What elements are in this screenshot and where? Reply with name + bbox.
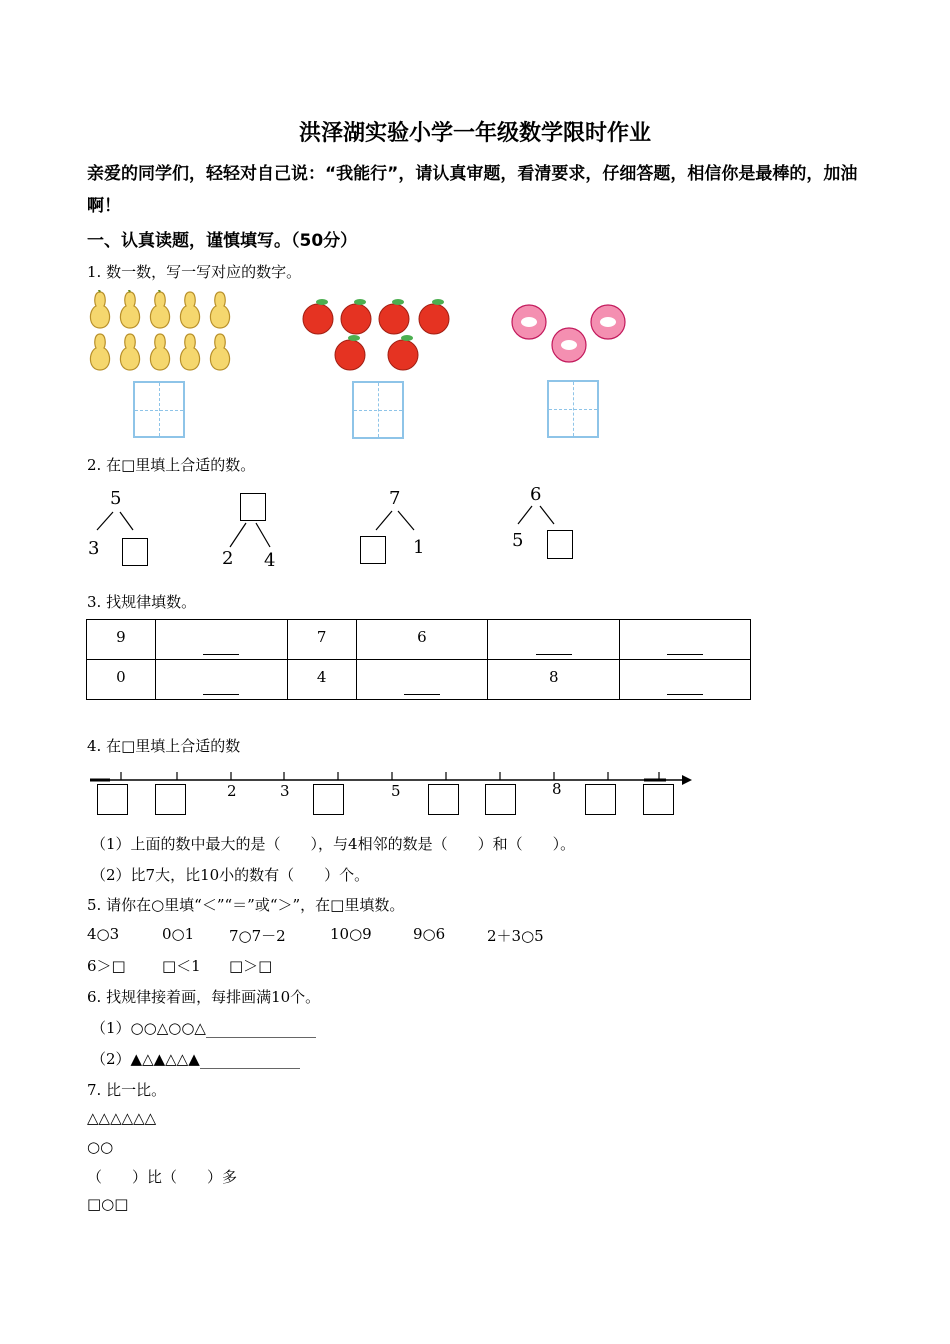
number-line-box[interactable] — [155, 784, 186, 815]
triangles-row: △△△△△△ — [87, 1109, 157, 1127]
table-cell: 6 — [356, 620, 488, 660]
question-5-text: 5. 请你在○里填“＜”“＝”或“＞”，在□里填数。 — [87, 896, 405, 914]
answer-grid-apples[interactable] — [352, 381, 404, 439]
table-cell: 7 — [287, 620, 356, 660]
answer-grid-candies[interactable] — [547, 380, 599, 438]
question-4-text: 4. 在□里填上合适的数 — [87, 737, 241, 755]
question-4-sub2: （2）比7大，比10小的数有（ ）个。 — [91, 866, 370, 884]
table-cell: 8 — [488, 660, 620, 700]
compare-item: 9○6 — [413, 925, 446, 943]
compare-item: □＞□ — [229, 957, 273, 975]
number-line-box[interactable] — [643, 784, 674, 815]
question-7-text: 7. 比一比。 — [87, 1081, 167, 1099]
question-6-text: 6. 找规律接着画，每排画满10个。 — [87, 988, 321, 1006]
compare-item: 7○7－2 — [229, 927, 286, 945]
compare-item: 2＋3○5 — [487, 927, 544, 945]
tree-2-left: 2 — [222, 548, 234, 569]
number-line-label: 3 — [280, 782, 290, 800]
table-blank-cell[interactable] — [155, 620, 287, 660]
table-blank-cell[interactable] — [488, 620, 620, 660]
tree-1-top: 5 — [110, 488, 122, 509]
number-line-box[interactable] — [313, 784, 344, 815]
circles-row: ○○ — [87, 1138, 114, 1156]
table-blank-cell[interactable] — [620, 620, 751, 660]
number-line-label: 5 — [391, 782, 401, 800]
number-line-box[interactable] — [485, 784, 516, 815]
pattern-2 — [91, 1048, 300, 1069]
number-line-label: 8 — [552, 780, 562, 798]
table-cell: 4 — [287, 660, 356, 700]
tree-3-top: 7 — [389, 488, 401, 509]
compare-item: 10○9 — [330, 925, 372, 943]
tree-3-left-box[interactable] — [360, 536, 386, 564]
answer-grid-pears[interactable] — [133, 381, 185, 438]
question-1-text: 1. 数一数，写一写对应的数字。 — [87, 263, 302, 281]
shapes-row: □○□ — [87, 1195, 129, 1213]
tree-2-right: 4 — [264, 550, 276, 571]
table-blank-cell[interactable] — [356, 660, 488, 700]
tree-4-right-box[interactable] — [547, 530, 573, 559]
table-blank-cell[interactable] — [620, 660, 751, 700]
question-2-text: 2. 在□里填上合适的数。 — [87, 456, 256, 474]
intro-text: 亲爱的同学们，轻轻对自己说：“我能行”，请认真审题，看清要求，仔细答题，相信你是最棒的，加油啊！ — [87, 164, 858, 216]
pattern-1-blank[interactable] — [206, 1023, 316, 1038]
pattern-2-blank[interactable] — [200, 1054, 300, 1069]
number-line-box[interactable] — [97, 784, 128, 815]
pattern-1-text: （1）○○△○○△ — [91, 1019, 206, 1037]
number-line — [88, 768, 698, 816]
table-row — [87, 620, 751, 660]
tree-4-top: 6 — [530, 484, 542, 505]
candies-picture — [507, 300, 632, 366]
sequence-table — [86, 619, 751, 700]
number-tree-1 — [85, 488, 165, 570]
compare-item: 4○3 — [87, 925, 120, 943]
tree-3-right: 1 — [413, 537, 425, 558]
table-row — [87, 660, 751, 700]
question-3-text: 3. 找规律填数。 — [87, 593, 197, 611]
number-line-box[interactable] — [585, 784, 616, 815]
table-blank-cell[interactable] — [155, 660, 287, 700]
tree-1-left: 3 — [88, 538, 100, 559]
number-line-box[interactable] — [428, 784, 459, 815]
table-cell: 0 — [87, 660, 156, 700]
compare-item: □＜1 — [162, 957, 201, 975]
number-tree-4 — [510, 484, 590, 566]
section-heading: 一、认真读题，谨慎填写。（50分） — [87, 231, 358, 251]
tree-1-right-box[interactable] — [122, 538, 148, 566]
page-title: 洪泽湖实验小学一年级数学限时作业 — [298, 121, 651, 146]
pattern-2-text: （2）▲△▲△△▲ — [91, 1050, 200, 1068]
question-4-sub1: （1）上面的数中最大的是（ ），与4相邻的数是（ ）和（ ）。 — [91, 835, 576, 853]
compare-item: 0○1 — [162, 925, 195, 943]
table-cell: 9 — [87, 620, 156, 660]
number-line-label: 2 — [227, 782, 237, 800]
pears-picture — [86, 290, 238, 374]
number-tree-2 — [220, 490, 290, 572]
tree-4-left: 5 — [512, 530, 524, 551]
apples-picture — [298, 292, 456, 376]
pattern-1 — [91, 1017, 316, 1038]
compare-sentence: （ ）比（ ）多 — [87, 1168, 238, 1186]
number-tree-3 — [356, 487, 436, 569]
compare-item: 6＞□ — [87, 957, 126, 975]
